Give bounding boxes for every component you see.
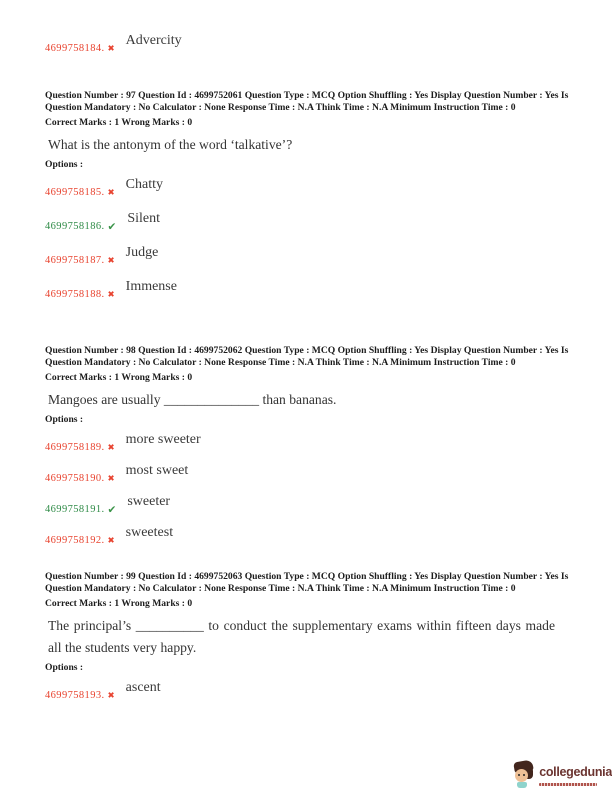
cross-icon: ✖ bbox=[107, 691, 115, 701]
cross-icon: ✖ bbox=[107, 290, 115, 300]
option-label: sweetest bbox=[125, 525, 174, 540]
check-icon: ✔ bbox=[107, 504, 117, 516]
question-text: Mangoes are usually ______________ than bananas. bbox=[48, 392, 337, 407]
option-row bbox=[45, 429, 567, 454]
option-id: 4699758189. bbox=[45, 442, 105, 453]
question-block-98 bbox=[45, 345, 567, 547]
cross-icon: ✖ bbox=[107, 188, 115, 198]
options-label: Options : bbox=[45, 414, 84, 425]
question-block-97 bbox=[45, 90, 567, 301]
cross-icon: ✖ bbox=[107, 44, 115, 54]
options-label: Options : bbox=[45, 662, 84, 673]
check-icon: ✔ bbox=[107, 221, 117, 233]
option-id: 4699758191. bbox=[45, 504, 105, 515]
option-label: Chatty bbox=[125, 177, 163, 192]
option-id: 4699758193. bbox=[45, 690, 105, 701]
question-block-99 bbox=[45, 571, 567, 702]
option-label: Immense bbox=[125, 279, 177, 294]
option-id: 4699758184. bbox=[45, 43, 105, 54]
question-meta-header: Question Number : 98 Question Id : 4699752062 Question Type : MCQ Option Shuffling : Yes Display Question Number : Yes Is Question Mandatory : No Calculator : None Response Time : N.A Think Time : N.A Minimum Instruction Time : 0 bbox=[45, 345, 569, 368]
cross-icon: ✖ bbox=[107, 443, 115, 453]
option-row bbox=[45, 208, 567, 233]
option-id: 4699758188. bbox=[45, 289, 105, 300]
option-label: ascent bbox=[125, 680, 161, 695]
option-id: 4699758186. bbox=[45, 221, 105, 232]
option-row bbox=[45, 276, 567, 301]
brand-tagline-line bbox=[539, 783, 597, 786]
question-text: The principal’s __________ to conduct the supplementary exams within fifteen days made all the students very happy. bbox=[48, 618, 555, 655]
option-row bbox=[45, 460, 567, 485]
options-label: Options : bbox=[45, 159, 84, 170]
question-text: What is the antonym of the word ‘talkative’? bbox=[48, 137, 293, 152]
collegedunia-mascot-icon bbox=[514, 760, 536, 788]
question-marks-line: Correct Marks : 1 Wrong Marks : 0 bbox=[45, 117, 193, 128]
option-row bbox=[45, 522, 567, 547]
option-row bbox=[45, 491, 567, 516]
option-row bbox=[45, 242, 567, 267]
option-row bbox=[45, 30, 567, 55]
cross-icon: ✖ bbox=[107, 256, 115, 266]
option-row bbox=[45, 677, 567, 702]
option-label: Advercity bbox=[125, 33, 182, 48]
cross-icon: ✖ bbox=[107, 536, 115, 546]
cross-icon: ✖ bbox=[107, 474, 115, 484]
question-marks-line: Correct Marks : 1 Wrong Marks : 0 bbox=[45, 598, 193, 609]
question-marks-line: Correct Marks : 1 Wrong Marks : 0 bbox=[45, 372, 193, 383]
question-meta-header: Question Number : 99 Question Id : 4699752063 Question Type : MCQ Option Shuffling : Yes Display Question Number : Yes Is Question Mandatory : No Calculator : None Response Time : N.A Think Time : N.A Minimum Instruction Time : 0 bbox=[45, 571, 569, 594]
option-label: Judge bbox=[125, 245, 159, 260]
collegedunia-logo bbox=[514, 760, 612, 788]
option-id: 4699758190. bbox=[45, 473, 105, 484]
option-label: more sweeter bbox=[125, 432, 201, 447]
option-row bbox=[45, 174, 567, 199]
option-id: 4699758192. bbox=[45, 535, 105, 546]
option-label: Silent bbox=[127, 211, 161, 226]
brand-name: collegedunia bbox=[539, 764, 612, 779]
option-label: most sweet bbox=[125, 463, 189, 478]
option-id: 4699758187. bbox=[45, 255, 105, 266]
question-meta-header: Question Number : 97 Question Id : 4699752061 Question Type : MCQ Option Shuffling : Yes Display Question Number : Yes Is Question Mandatory : No Calculator : None Response Time : N.A Think Time : N.A Minimum Instruction Time : 0 bbox=[45, 90, 569, 113]
option-label: sweeter bbox=[127, 494, 171, 509]
option-id: 4699758185. bbox=[45, 187, 105, 198]
